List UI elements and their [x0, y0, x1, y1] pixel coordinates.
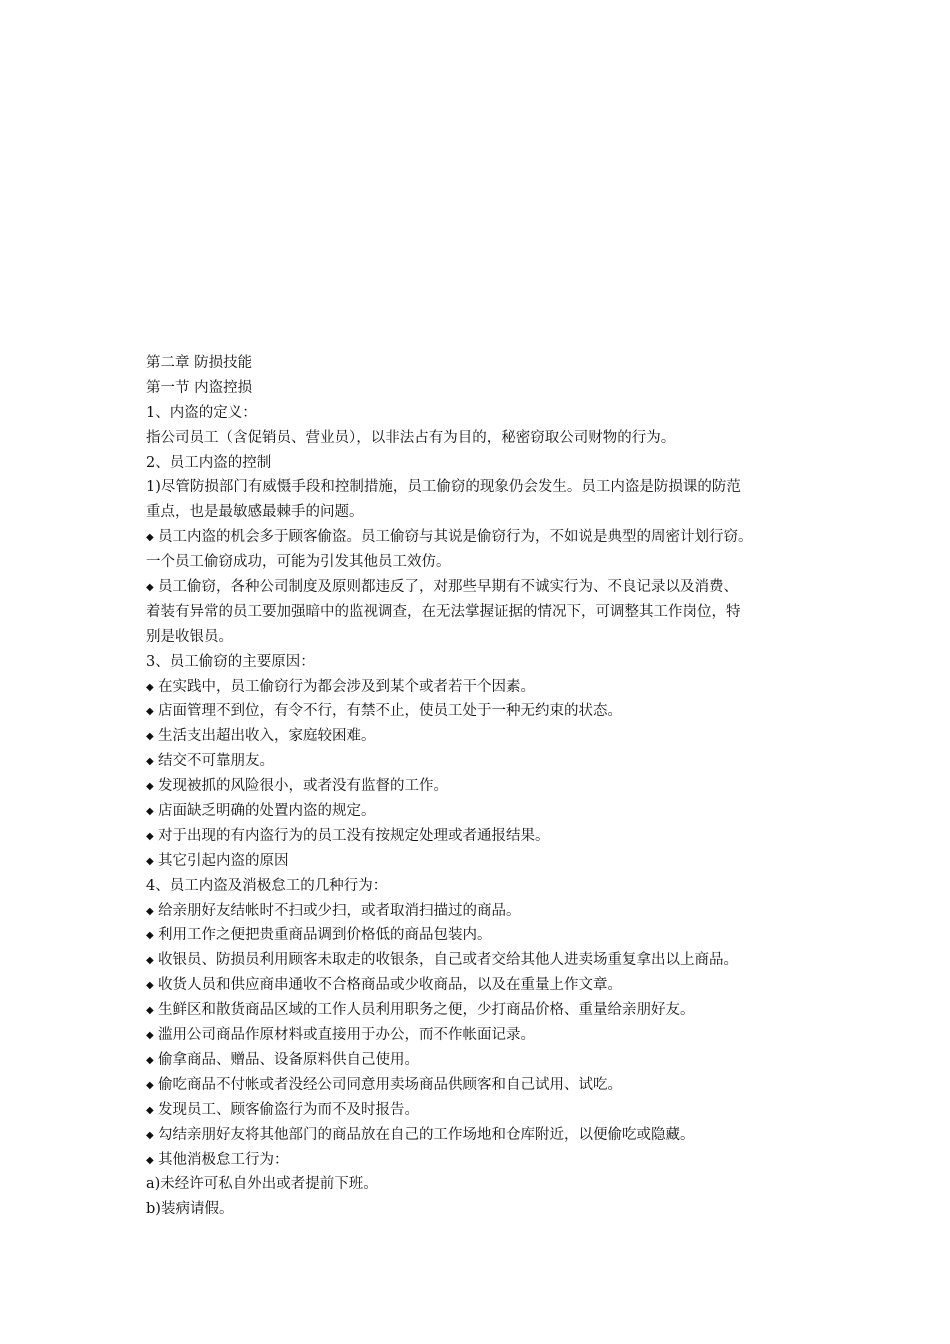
bullet-line: ◆ 给亲朋好友结帐时不扫或少扫，或者取消扫描过的商品。: [146, 899, 826, 924]
text-line: 指公司员工（含促销员、营业员），以非法占有为目的，秘密窃取公司财物的行为。: [146, 429, 676, 446]
text-line: 4、员工内盗及消极怠工的几种行为：: [146, 877, 388, 894]
document-body: [146, 351, 826, 1222]
bullet-line: ◆ 发现被抓的风险很小，或者没有监督的工作。: [146, 774, 826, 799]
text-line: 别是收银员。: [146, 628, 233, 645]
text-line: a)未经许可私自外出或者提前下班。: [146, 1176, 378, 1193]
bullet-line: ◆ 发现员工、顾客偷盗行为而不及时报告。: [146, 1098, 826, 1123]
bullet-line: ◆ 生鲜区和散货商品区域的工作人员利用职务之便，少打商品价格、重量给亲朋好友。: [146, 998, 826, 1023]
text-line: 重点，也是最敏感最棘手的问题。: [146, 504, 364, 521]
bullet-line: ◆ 滥用公司商品作原材料或直接用于办公，而不作帐面记录。: [146, 1023, 826, 1048]
bullet-line: ◆ 生活支出超出收入，家庭较困难。: [146, 724, 826, 749]
bullet-line: ◆ 店面缺乏明确的处置内盗的规定。: [146, 799, 826, 824]
bullet-line: ◆ 利用工作之便把贵重商品调到价格低的商品包装内。: [146, 923, 826, 948]
bullet-line: ◆ 对于出现的有内盗行为的员工没有按规定处理或者通报结果。: [146, 824, 826, 849]
bullet-line: ◆ 在实践中，员工偷窃行为都会涉及到某个或者若干个因素。: [146, 675, 826, 700]
text-line: 一个员工偷窃成功，可能为引发其他员工效仿。: [146, 554, 451, 571]
bullet-line: ◆ 店面管理不到位，有令不行，有禁不止，使员工处于一种无约束的状态。: [146, 699, 826, 724]
text-line: 第一节 内盗控损: [146, 379, 253, 396]
bullet-line: ◆ 其他消极怠工行为：: [146, 1148, 826, 1173]
text-line: 1、内盗的定义：: [146, 404, 257, 421]
text-line: 第二章 防损技能: [146, 355, 253, 371]
text-line: 2、员工内盗的控制: [146, 454, 272, 471]
bullet-line: ◆ 员工偷窃，各种公司制度及原则都违反了，对那些早期有不诚实行为、不良记录以及消费、: [146, 575, 826, 600]
bullet-line: ◆ 结交不可靠朋友。: [146, 749, 826, 774]
bullet-line: ◆ 勾结亲朋好友将其他部门的商品放在自己的工作场地和仓库附近，以便偷吃或隐藏。: [146, 1123, 826, 1148]
text-line: 1)尽管防损部门有威慑手段和控制措施，员工偷窃的现象仍会发生。员工内盗是防损课的防范: [146, 479, 741, 496]
text-line: 着装有异常的员工要加强暗中的监视调查，在无法掌握证据的情况下，可调整其工作岗位，特: [146, 603, 741, 620]
bullet-line: ◆ 偷拿商品、赠品、设备原料供自己使用。: [146, 1048, 826, 1073]
text-line: b)装病请假。: [146, 1201, 234, 1218]
bullet-line: ◆ 其它引起内盗的原因: [146, 849, 826, 874]
bullet-line: ◆ 收货人员和供应商串通收不合格商品或少收商品，以及在重量上作文章。: [146, 973, 826, 998]
text-line: 3、员工偷窃的主要原因：: [146, 653, 315, 670]
bullet-line: ◆ 员工内盗的机会多于顾客偷盗。员工偷窃与其说是偷窃行为，不如说是典型的周密计划行窃。: [146, 525, 826, 550]
bullet-line: ◆ 收银员、防损员利用顾客未取走的收银条，自己或者交给其他人进卖场重复拿出以上商品。: [146, 948, 826, 973]
bullet-line: ◆ 偷吃商品不付帐或者没经公司同意用卖场商品供顾客和自己试用、试吃。: [146, 1073, 826, 1098]
